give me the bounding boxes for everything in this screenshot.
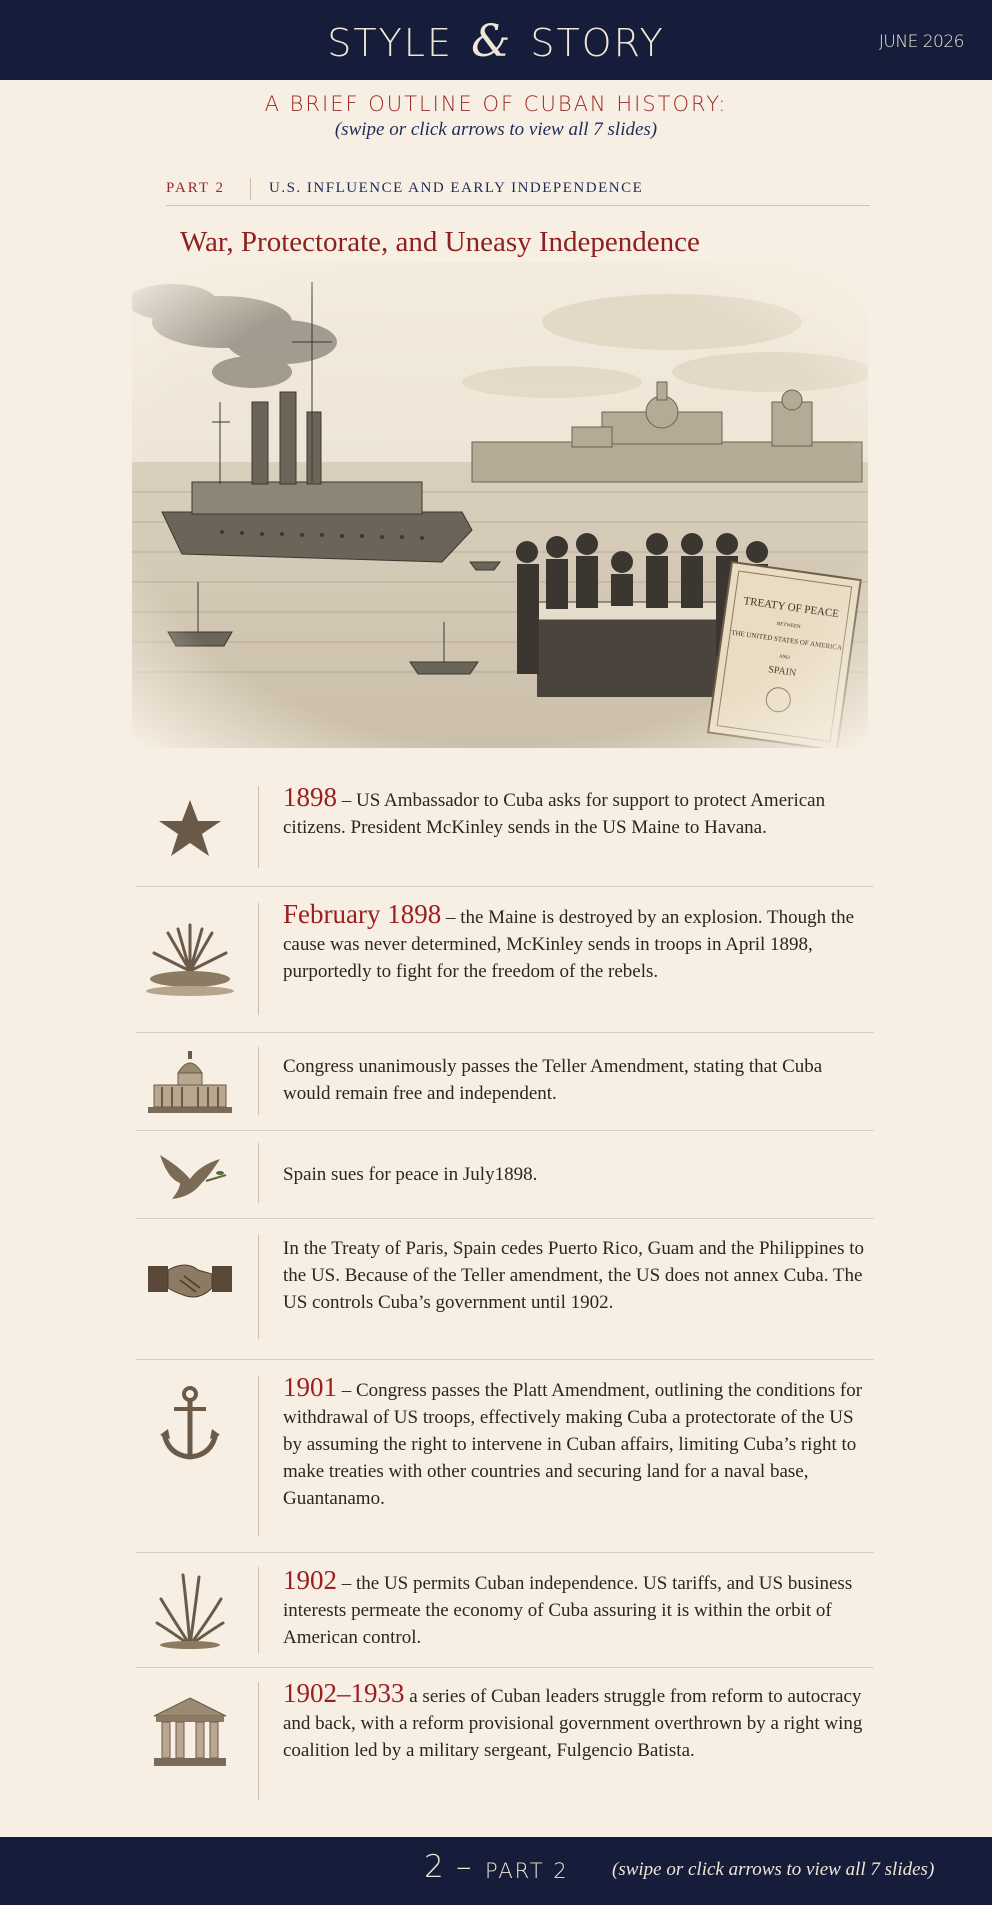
event-1902 <box>136 1553 874 1668</box>
part-label: PART 2 <box>166 180 226 196</box>
handshake-icon <box>136 1235 244 1321</box>
event-text <box>283 1680 868 1764</box>
event-divider <box>258 1143 259 1203</box>
event-february-1898 <box>136 887 874 1033</box>
part-subtitle: U.S. INFLUENCE AND EARLY INDEPENDENCE <box>269 180 644 196</box>
brand-logo[interactable] <box>0 16 992 67</box>
brand-ampersand: & <box>471 16 513 67</box>
brand-left: STYLE <box>327 21 453 65</box>
event-text <box>283 1235 868 1316</box>
brand-right: STORY <box>530 21 665 65</box>
event-divider <box>258 1235 259 1339</box>
event-year: 1902–1933 <box>283 1678 405 1708</box>
event-description: Spain sues for peace in July1898. <box>283 1164 538 1185</box>
temple-icon <box>136 1690 244 1774</box>
footer-swipe-hint[interactable]: (swipe or click arrows to view all 7 slides) <box>612 1859 935 1880</box>
event-1901 <box>136 1360 874 1553</box>
event-text <box>283 1567 868 1651</box>
event-description: – the US permits Cuban independence. US tariffs, and US business interests permeate the economy of Cuba assuring it is within the orbit of American control. <box>283 1573 853 1648</box>
star-icon <box>136 786 244 872</box>
event-description: – Congress passes the Platt Amendment, outlining the conditions for withdrawal of US troops, effectively making Cuba a protectorate of the US by assuming the right to intervene in Cuban affairs, limiting Cuba’s right to make treaties with other countries and securing land for a naval base, Guantanamo. <box>283 1380 863 1509</box>
part-header <box>166 178 870 206</box>
event-year: 1901 <box>283 1372 337 1402</box>
event-text <box>283 1161 868 1188</box>
event-divider <box>258 1047 259 1115</box>
event-divider <box>258 1376 259 1536</box>
footer-part-label: PART 2 <box>485 1859 569 1883</box>
slide-heading: War, Protectorate, and Uneasy Independence <box>180 226 700 258</box>
event-text <box>283 901 868 985</box>
sugarcane-icon <box>136 1567 244 1651</box>
swipe-hint: (swipe or click arrows to view all 7 slides) <box>334 119 658 140</box>
battleship-harbor-engraving <box>132 262 868 748</box>
issue-date: JUNE 2026 <box>878 32 964 52</box>
event-treaty-of-paris <box>136 1219 874 1360</box>
event-spain-sues-for-peace <box>136 1131 874 1219</box>
event-divider <box>258 786 259 868</box>
event-1902-1933 <box>136 1668 874 1811</box>
hero-illustration <box>132 262 868 748</box>
top-bar <box>0 0 992 80</box>
event-year: 1902 <box>283 1565 337 1595</box>
capitol-icon <box>136 1043 244 1121</box>
event-year: 1898 <box>283 782 337 812</box>
page-number: 2 <box>424 1849 444 1885</box>
part-divider <box>250 178 251 200</box>
outline-title: A BRIEF OUTLINE OF CUBAN HISTORY: <box>264 92 728 116</box>
event-description: a series of Cuban leaders struggle from reform to autocracy and back, with a reform provisional government overthrown by a right wing coalition led by a military sergeant, Fulgencio Batista. <box>283 1686 863 1761</box>
dove-icon <box>136 1141 244 1209</box>
event-divider <box>258 903 259 1015</box>
event-description: In the Treaty of Paris, Spain cedes Puerto Rico, Guam and the Philippines to the US. Because of the Teller amendment, the US does not annex Cuba. The US controls Cuba’s government until 1902. <box>283 1238 865 1313</box>
explosion-icon <box>136 905 244 1015</box>
event-description: – US Ambassador to Cuba asks for support to protect American citizens. President McKinley sends in the US Maine to Havana. <box>283 790 826 838</box>
event-teller-amendment <box>136 1033 874 1131</box>
anchor-icon <box>136 1374 244 1474</box>
event-divider <box>258 1567 259 1653</box>
page-dash: – <box>456 1849 472 1885</box>
event-divider <box>258 1682 259 1800</box>
bottom-bar <box>0 1837 992 1905</box>
event-text <box>283 1053 868 1107</box>
event-year: February 1898 <box>283 899 442 929</box>
event-description: – the Maine is destroyed by an explosion. Though the cause was never determined, McKinley sends in troops in April 1898, purportedly to fight for the freedom of the rebels. <box>283 907 855 982</box>
event-description: Congress unanimously passes the Teller Amendment, stating that Cuba would remain free and independent. <box>283 1056 823 1104</box>
event-1898 <box>136 768 874 887</box>
event-text <box>283 784 868 841</box>
event-text <box>283 1374 868 1512</box>
